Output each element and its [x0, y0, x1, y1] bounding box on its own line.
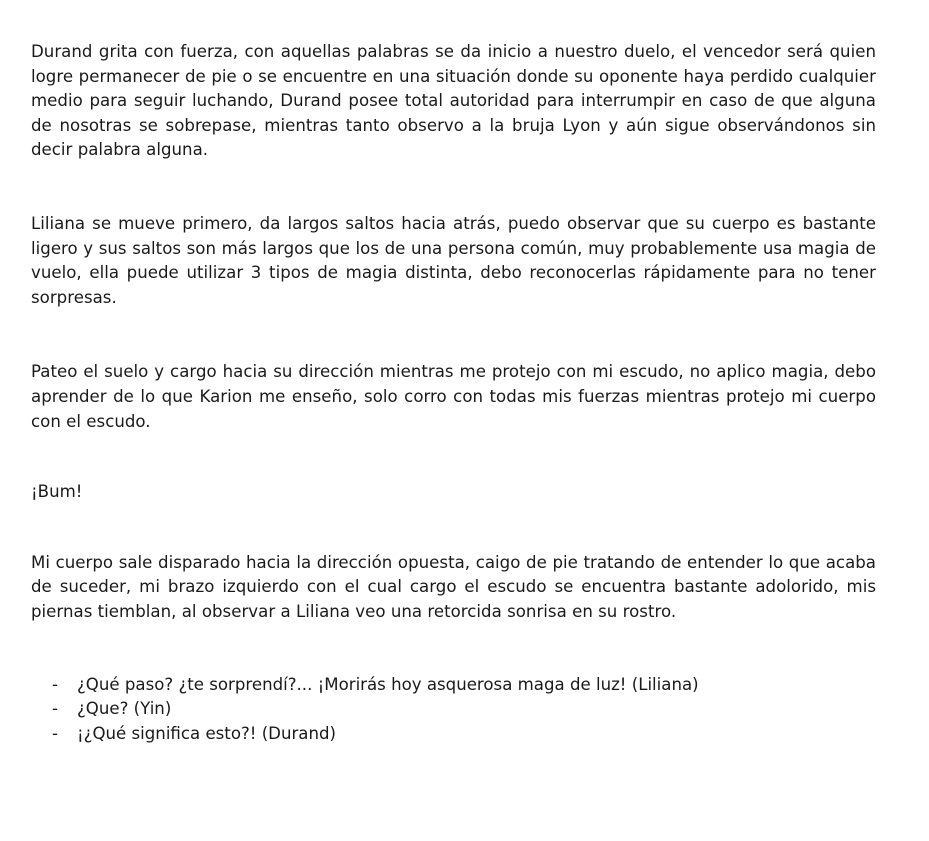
- dialogue-dash: -: [52, 723, 58, 743]
- dialogue-line-liliana: [31, 673, 876, 698]
- dialogue-list: [31, 673, 876, 747]
- dialogue-line-durand: [31, 722, 876, 747]
- dialogue-dash: -: [52, 699, 58, 719]
- dialogue-text: ¿Qué paso? ¿te sorprendí?... ¡Morirás hoy asquerosa maga de luz! (Liliana): [77, 674, 699, 694]
- paragraph-duel-start: Durand grita con fuerza, con aquellas palabras se da inicio a nuestro duelo, el vencedor será quien logre permanecer de pie o se encuentre en una situación donde su oponente haya perdido cualquier medio para seguir luchando, Durand posee total autoridad para interrumpir en caso de que alguna de nosotras se sobrepase, mientras tanto observo a la bruja Lyon y aún sigue observándonos sin decir palabra alguna.: [31, 42, 876, 160]
- document-page: [31, 40, 876, 746]
- dialogue-dash: -: [52, 674, 58, 694]
- dialogue-text: ¡¿Qué significa esto?! (Durand): [77, 723, 336, 743]
- paragraph-bum: ¡Bum!: [31, 482, 83, 502]
- paragraph-charge: Pateo el suelo y cargo hacia su dirección mientras me protejo con mi escudo, no aplico magia, debo aprender de lo que Karion me enseño, solo corro con todas mis fuerzas mientras protejo mi cuerpo con el escudo.: [31, 362, 876, 431]
- paragraph-liliana-moves: Liliana se mueve primero, da largos saltos hacia atrás, puedo observar que su cuerpo es bastante ligero y sus saltos son más largos que los de una persona común, muy probablemente usa magia de vuelo, ella puede utilizar 3 tipos de magia distinta, debo reconocerlas rápidamente para no tener sorpresas.: [31, 213, 876, 307]
- paragraph-knocked-back: Mi cuerpo sale disparado hacia la dirección opuesta, caigo de pie tratando de entender lo que acaba de suceder, mi brazo izquierdo con el cual cargo el escudo se encuentra bastante adolorido, mis piernas tiemblan, al observar a Liliana veo una retorcida sonrisa en su rostro.: [31, 552, 876, 621]
- dialogue-line-yin: [31, 697, 876, 722]
- dialogue-text: ¿Que? (Yin): [77, 699, 172, 719]
